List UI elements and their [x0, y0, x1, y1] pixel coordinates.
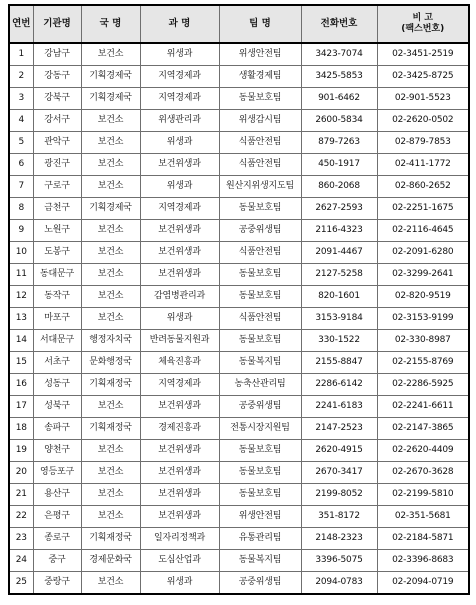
cell-dept: 보건소 [81, 506, 140, 528]
cell-tel: 3153-9184 [301, 308, 377, 330]
cell-team: 공중위생팀 [219, 220, 301, 242]
cell-fax: 02-2116-4645 [377, 220, 469, 242]
cell-fax: 02-2199-5810 [377, 484, 469, 506]
cell-org: 관악구 [33, 132, 81, 154]
cell-fax: 02-2091-6280 [377, 242, 469, 264]
cell-team: 공중위생팀 [219, 396, 301, 418]
table-row [9, 132, 469, 154]
cell-org: 송파구 [33, 418, 81, 440]
cell-section: 위생과 [140, 572, 219, 595]
cell-dept: 기획경제국 [81, 88, 140, 110]
cell-tel: 860-2068 [301, 176, 377, 198]
cell-dept: 행정자치국 [81, 330, 140, 352]
cell-org: 양천구 [33, 440, 81, 462]
cell-dept: 보건소 [81, 484, 140, 506]
table-header [9, 5, 469, 43]
cell-tel: 2127-5258 [301, 264, 377, 286]
cell-dept: 보건소 [81, 264, 140, 286]
cell-no: 3 [9, 88, 33, 110]
table-row [9, 110, 469, 132]
cell-tel: 450-1917 [301, 154, 377, 176]
cell-dept: 기획경제국 [81, 66, 140, 88]
cell-fax: 02-2184-5871 [377, 528, 469, 550]
cell-fax: 02-411-1772 [377, 154, 469, 176]
cell-dept: 보건소 [81, 43, 140, 66]
cell-team: 유통관리팀 [219, 528, 301, 550]
header-org: 기관명 [33, 5, 81, 43]
cell-org: 금천구 [33, 198, 81, 220]
cell-tel: 330-1522 [301, 330, 377, 352]
cell-fax: 02-2147-3865 [377, 418, 469, 440]
cell-no: 23 [9, 528, 33, 550]
cell-dept: 보건소 [81, 220, 140, 242]
cell-org: 동대문구 [33, 264, 81, 286]
cell-section: 위생과 [140, 43, 219, 66]
cell-no: 10 [9, 242, 33, 264]
cell-tel: 351-8172 [301, 506, 377, 528]
table-row [9, 308, 469, 330]
table-row [9, 220, 469, 242]
cell-section: 위생과 [140, 308, 219, 330]
cell-section: 보건위생과 [140, 220, 219, 242]
header-dept: 국 명 [81, 5, 140, 43]
table-row [9, 506, 469, 528]
cell-team: 동물복지팀 [219, 550, 301, 572]
cell-no: 6 [9, 154, 33, 176]
cell-dept: 문화행정국 [81, 352, 140, 374]
cell-fax: 02-330-8987 [377, 330, 469, 352]
cell-fax: 02-2155-8769 [377, 352, 469, 374]
cell-tel: 820-1601 [301, 286, 377, 308]
table-row [9, 374, 469, 396]
cell-no: 21 [9, 484, 33, 506]
cell-org: 성북구 [33, 396, 81, 418]
cell-no: 13 [9, 308, 33, 330]
cell-tel: 2148-2323 [301, 528, 377, 550]
cell-team: 동물보호팀 [219, 440, 301, 462]
cell-tel: 2627-2593 [301, 198, 377, 220]
cell-tel: 2241-6183 [301, 396, 377, 418]
cell-dept: 보건소 [81, 308, 140, 330]
cell-no: 8 [9, 198, 33, 220]
cell-no: 15 [9, 352, 33, 374]
cell-dept: 보건소 [81, 242, 140, 264]
cell-org: 강북구 [33, 88, 81, 110]
cell-team: 위생안전팀 [219, 506, 301, 528]
table-row [9, 528, 469, 550]
cell-org: 강남구 [33, 43, 81, 66]
table-row [9, 176, 469, 198]
table-row [9, 572, 469, 595]
cell-no: 25 [9, 572, 33, 595]
contact-table [8, 4, 470, 595]
cell-dept: 보건소 [81, 132, 140, 154]
cell-org: 동작구 [33, 286, 81, 308]
cell-fax: 02-879-7853 [377, 132, 469, 154]
cell-org: 용산구 [33, 484, 81, 506]
cell-no: 2 [9, 66, 33, 88]
cell-tel: 2094-0783 [301, 572, 377, 595]
cell-tel: 901-6462 [301, 88, 377, 110]
cell-dept: 보건소 [81, 440, 140, 462]
cell-fax: 02-351-5681 [377, 506, 469, 528]
cell-no: 5 [9, 132, 33, 154]
cell-section: 보건위생과 [140, 440, 219, 462]
cell-team: 위생감시팀 [219, 110, 301, 132]
cell-section: 반려동물지원과 [140, 330, 219, 352]
cell-section: 보건위생과 [140, 396, 219, 418]
cell-team: 동물보호팀 [219, 198, 301, 220]
cell-no: 4 [9, 110, 33, 132]
cell-no: 11 [9, 264, 33, 286]
cell-section: 지역경제과 [140, 66, 219, 88]
table-row [9, 264, 469, 286]
cell-org: 광진구 [33, 154, 81, 176]
cell-section: 보건위생과 [140, 154, 219, 176]
cell-tel: 2670-3417 [301, 462, 377, 484]
cell-team: 생활경제팀 [219, 66, 301, 88]
cell-team: 식품안전팀 [219, 308, 301, 330]
cell-section: 지역경제과 [140, 198, 219, 220]
cell-team: 위생안전팀 [219, 43, 301, 66]
cell-fax: 02-3425-8725 [377, 66, 469, 88]
cell-dept: 보건소 [81, 572, 140, 595]
cell-dept: 기획경제국 [81, 198, 140, 220]
header-no: 연번 [9, 5, 33, 43]
table-row [9, 88, 469, 110]
header-team: 팀 명 [219, 5, 301, 43]
cell-tel: 2091-4467 [301, 242, 377, 264]
cell-team: 동물보호팀 [219, 286, 301, 308]
cell-team: 원산지위생지도팀 [219, 176, 301, 198]
cell-section: 도심산업과 [140, 550, 219, 572]
cell-team: 동물보호팀 [219, 484, 301, 506]
cell-org: 도봉구 [33, 242, 81, 264]
cell-fax: 02-2251-1675 [377, 198, 469, 220]
cell-section: 지역경제과 [140, 88, 219, 110]
header-tel: 전화번호 [301, 5, 377, 43]
cell-tel: 3425-5853 [301, 66, 377, 88]
cell-org: 중랑구 [33, 572, 81, 595]
cell-fax: 02-901-5523 [377, 88, 469, 110]
cell-team: 동물복지팀 [219, 352, 301, 374]
cell-org: 종로구 [33, 528, 81, 550]
table-row [9, 484, 469, 506]
cell-fax: 02-3451-2519 [377, 43, 469, 66]
cell-fax: 02-3299-2641 [377, 264, 469, 286]
table-row [9, 418, 469, 440]
cell-org: 영등포구 [33, 462, 81, 484]
cell-dept: 보건소 [81, 176, 140, 198]
cell-team: 식품안전팀 [219, 242, 301, 264]
header-row [9, 5, 469, 43]
cell-org: 강동구 [33, 66, 81, 88]
cell-no: 12 [9, 286, 33, 308]
cell-section: 일자리정책과 [140, 528, 219, 550]
cell-team: 농축산관리팀 [219, 374, 301, 396]
header-remark-sub: (팩스번호) [401, 24, 445, 34]
cell-section: 경제진흥과 [140, 418, 219, 440]
cell-no: 7 [9, 176, 33, 198]
cell-fax: 02-2094-0719 [377, 572, 469, 595]
cell-section: 보건위생과 [140, 462, 219, 484]
header-section: 과 명 [140, 5, 219, 43]
cell-org: 노원구 [33, 220, 81, 242]
cell-no: 24 [9, 550, 33, 572]
cell-org: 중구 [33, 550, 81, 572]
cell-no: 1 [9, 43, 33, 66]
cell-dept: 기획재정국 [81, 374, 140, 396]
cell-no: 17 [9, 396, 33, 418]
table-row [9, 154, 469, 176]
cell-dept: 보건소 [81, 110, 140, 132]
table-row [9, 198, 469, 220]
cell-org: 성동구 [33, 374, 81, 396]
cell-tel: 2116-4323 [301, 220, 377, 242]
cell-section: 지역경제과 [140, 374, 219, 396]
cell-section: 보건위생과 [140, 264, 219, 286]
cell-no: 9 [9, 220, 33, 242]
cell-team: 식품안전팀 [219, 132, 301, 154]
cell-fax: 02-3153-9199 [377, 308, 469, 330]
cell-fax: 02-2286-5925 [377, 374, 469, 396]
cell-fax: 02-820-9519 [377, 286, 469, 308]
cell-org: 은평구 [33, 506, 81, 528]
cell-team: 동물보호팀 [219, 88, 301, 110]
table-row [9, 440, 469, 462]
cell-team: 동물보호팀 [219, 264, 301, 286]
cell-fax: 02-2620-0502 [377, 110, 469, 132]
cell-section: 감염병관리과 [140, 286, 219, 308]
cell-org: 마포구 [33, 308, 81, 330]
cell-org: 구로구 [33, 176, 81, 198]
cell-tel: 879-7263 [301, 132, 377, 154]
cell-no: 16 [9, 374, 33, 396]
table-row [9, 396, 469, 418]
cell-fax: 02-860-2652 [377, 176, 469, 198]
cell-no: 22 [9, 506, 33, 528]
table-row [9, 66, 469, 88]
cell-tel: 3423-7074 [301, 43, 377, 66]
cell-dept: 보건소 [81, 396, 140, 418]
cell-tel: 2600-5834 [301, 110, 377, 132]
cell-dept: 보건소 [81, 154, 140, 176]
cell-org: 서대문구 [33, 330, 81, 352]
cell-org: 강서구 [33, 110, 81, 132]
cell-dept: 기획재정국 [81, 418, 140, 440]
header-remark [377, 5, 469, 43]
cell-team: 동물보호팀 [219, 330, 301, 352]
cell-tel: 2620-4915 [301, 440, 377, 462]
cell-section: 보건위생과 [140, 242, 219, 264]
table-row [9, 352, 469, 374]
cell-section: 보건위생과 [140, 506, 219, 528]
cell-tel: 2147-2523 [301, 418, 377, 440]
cell-dept: 경제문화국 [81, 550, 140, 572]
cell-tel: 2199-8052 [301, 484, 377, 506]
cell-section: 보건위생과 [140, 484, 219, 506]
table-row [9, 462, 469, 484]
cell-team: 동물보호팀 [219, 462, 301, 484]
cell-fax: 02-2620-4409 [377, 440, 469, 462]
cell-no: 14 [9, 330, 33, 352]
cell-team: 식품안전팀 [219, 154, 301, 176]
cell-team: 공중위생팀 [219, 572, 301, 595]
cell-tel: 2286-6142 [301, 374, 377, 396]
table-row [9, 330, 469, 352]
cell-fax: 02-3396-8683 [377, 550, 469, 572]
cell-fax: 02-2241-6611 [377, 396, 469, 418]
cell-fax: 02-2670-3628 [377, 462, 469, 484]
cell-section: 위생관리과 [140, 110, 219, 132]
cell-org: 서초구 [33, 352, 81, 374]
table-row [9, 286, 469, 308]
header-remark-title: 비 고 [412, 12, 434, 23]
cell-tel: 3396-5075 [301, 550, 377, 572]
cell-team: 전통시장지원팀 [219, 418, 301, 440]
table-row [9, 550, 469, 572]
cell-dept: 보건소 [81, 462, 140, 484]
cell-no: 18 [9, 418, 33, 440]
cell-dept: 기획재정국 [81, 528, 140, 550]
cell-no: 19 [9, 440, 33, 462]
table-body [9, 43, 469, 594]
table-row [9, 242, 469, 264]
cell-section: 위생과 [140, 132, 219, 154]
cell-section: 위생과 [140, 176, 219, 198]
cell-section: 체육진흥과 [140, 352, 219, 374]
cell-no: 20 [9, 462, 33, 484]
table-row [9, 43, 469, 66]
cell-dept: 보건소 [81, 286, 140, 308]
cell-tel: 2155-8847 [301, 352, 377, 374]
